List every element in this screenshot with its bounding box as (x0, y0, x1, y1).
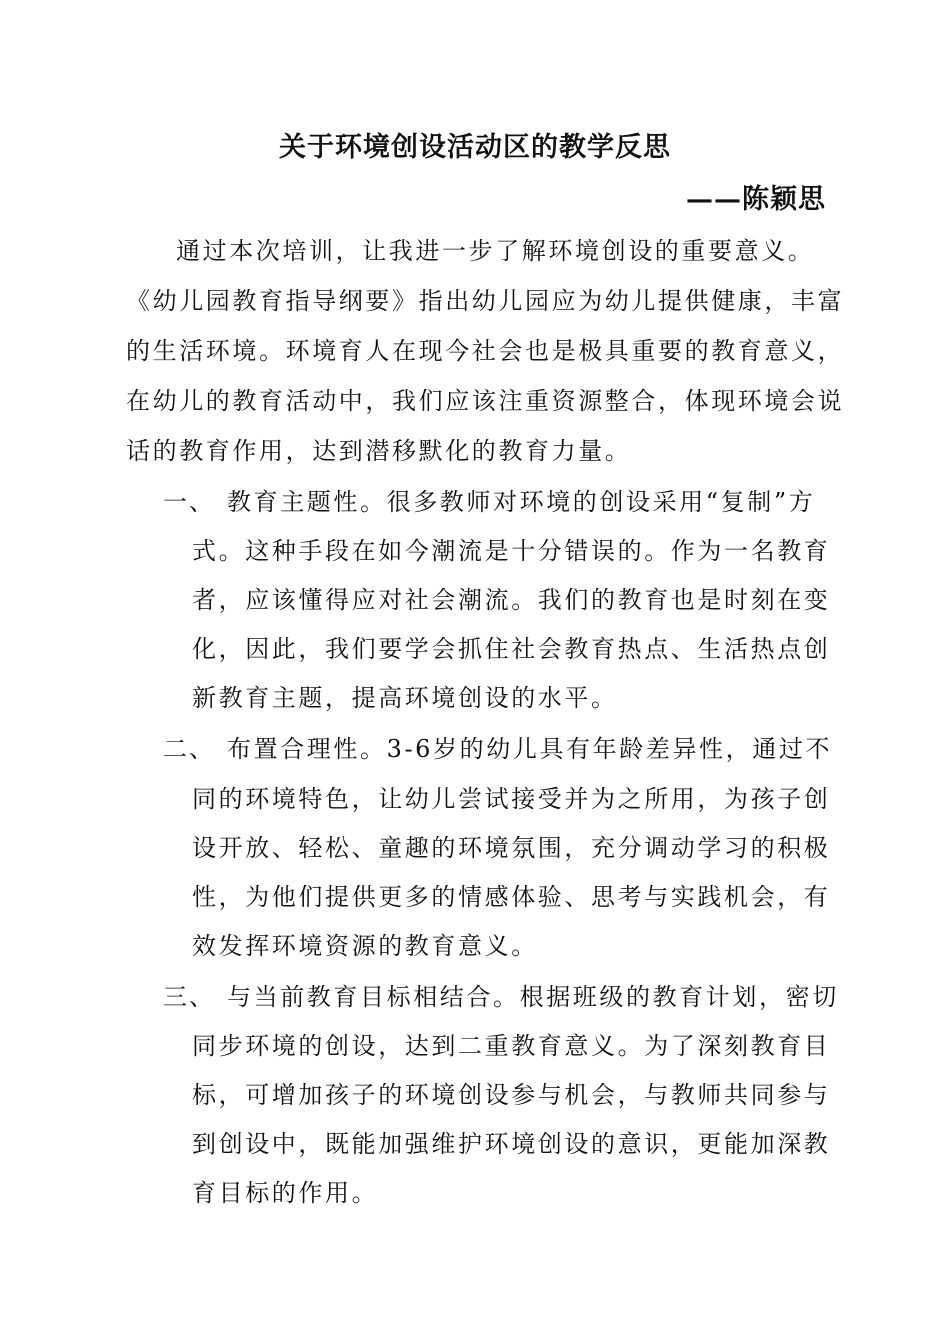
section-1-line-1: 教育主题性。很多教师对环境的创设采用“复制”方 (227, 488, 816, 516)
intro-line-5: 话的教育作用，达到潜移默化的教育力量。 (126, 437, 632, 465)
section-3-line-3: 标，可增加孩子的环境创设参与机会，与教师共同参与 (192, 1081, 831, 1109)
intro-line-3: 的生活环境。环境育人在现今社会也是极具重要的教育意义， (126, 337, 845, 365)
intro-line-1: 通过本次培训，让我进一步了解环境创设的重要意义。 (176, 237, 815, 265)
section-2-line-3: 设开放、轻松、童趣的环境氛围，充分调动学习的积极 (192, 834, 831, 862)
section-1-line-5: 新教育主题，提高环境创设的水平。 (192, 684, 618, 712)
section-3-line-4: 到创设中，既能加强维护环境创设的意识，更能加深教 (192, 1130, 831, 1158)
section-3-line-5: 育目标的作用。 (192, 1179, 379, 1207)
intro-line-4: 在幼儿的教育活动中，我们应该注重资源整合，体现环境会说 (126, 387, 845, 415)
section-3-line-2: 同步环境的创设，达到二重教育意义。为了深刻教育目 (192, 1032, 831, 1060)
section-3-number: 三、 (163, 983, 215, 1011)
section-3-line-1: 与当前教育目标相结合。根据班级的教育计划，密切 (227, 983, 839, 1011)
section-1-line-4: 化，因此，我们要学会抓住社会教育热点、生活热点创 (192, 635, 831, 663)
author-name: ——陈颖思 (686, 184, 826, 215)
section-2-number: 二、 (163, 735, 215, 763)
section-1-line-3: 者，应该懂得应对社会潮流。我们的教育也是时刻在变 (192, 586, 831, 614)
section-1-number: 一、 (163, 488, 215, 516)
section-2-line-1: 布置合理性。3-6岁的幼儿具有年龄差异性，通过不 (227, 735, 833, 763)
intro-line-2: 《幼儿园教育指导纲要》指出幼儿园应为幼儿提供健康，丰富 (126, 287, 845, 315)
section-2-line-4: 性，为他们提供更多的情感体验、思考与实践机会，有 (192, 883, 831, 911)
section-2-line-5: 效发挥环境资源的教育意义。 (192, 932, 538, 960)
document-title: 关于环境创设活动区的教学反思 (279, 132, 671, 163)
section-2-line-2: 同的环境特色，让幼儿尝试接受并为之所用，为孩子创 (192, 785, 831, 813)
section-1-line-2: 式。这种手段在如今潮流是十分错误的。作为一名教育 (192, 537, 831, 565)
